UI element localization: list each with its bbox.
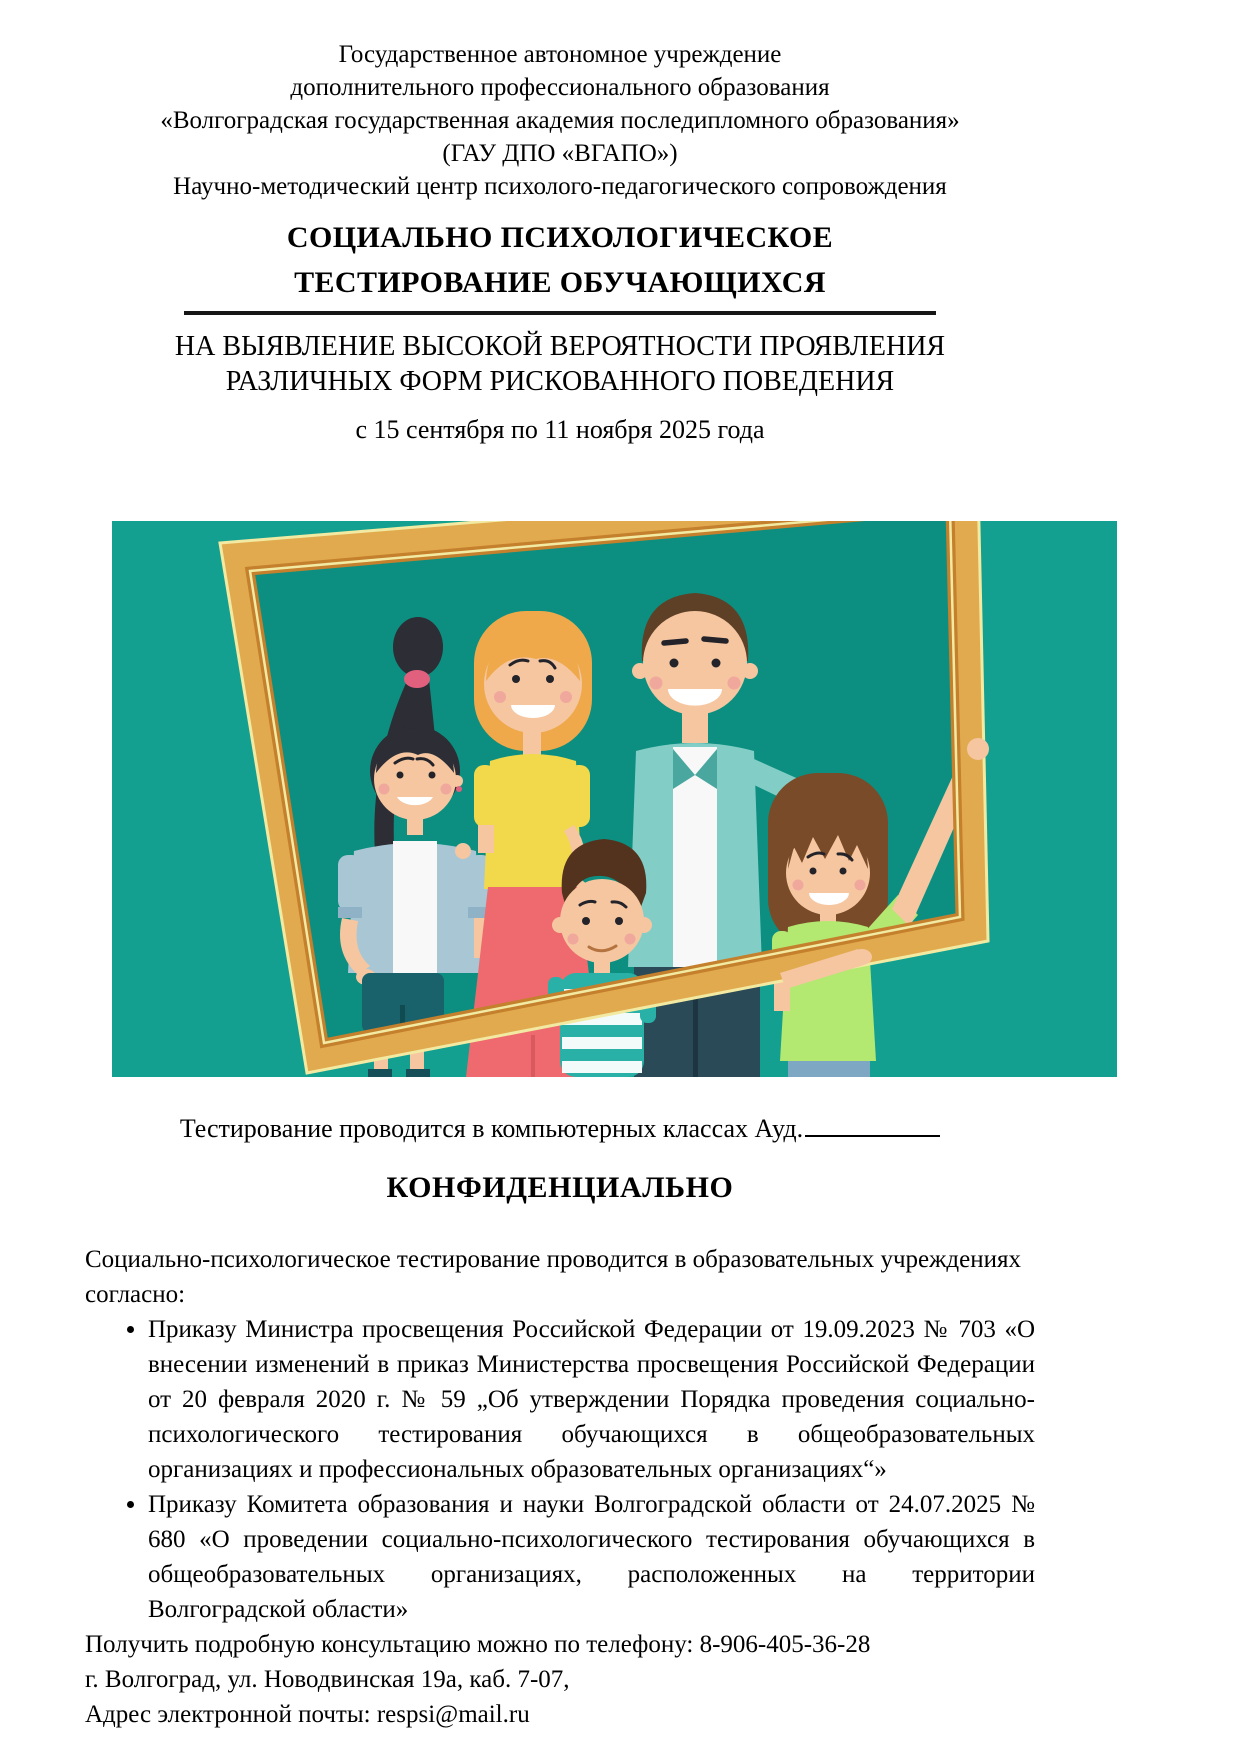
page-title — [85, 215, 1035, 305]
regulations-list — [85, 1312, 1035, 1627]
divider-line — [184, 311, 936, 315]
letterhead-line-4: (ГАУ ДПО «ВГАПО») — [442, 140, 678, 167]
page-title-line-1: СОЦИАЛЬНО ПСИХОЛОГИЧЕСКОЕ — [286, 221, 834, 254]
letterhead-line-3: «Волгоградская государственная академия последипломного образования» — [160, 107, 960, 134]
regulation-item-2: • Приказу Комитета образования и науки Волгоградской области от 24.07.2025 № 680 «О проведении социально-психологического тестирования обучающихся в общеобразовательных организациях, расположенных на территории Волгоградской области» — [148, 1487, 1035, 1627]
family-illustration — [112, 521, 1117, 1077]
testing-location-line — [85, 1111, 1035, 1146]
page-subtitle-line-1: НА ВЫЯВЛЕНИЕ ВЫСОКОЙ ВЕРОЯТНОСТИ ПРОЯВЛЕНИЯ — [174, 331, 946, 362]
intro-sentence: Социально-психологическое тестирование проводится в образовательных учреждениях согласно: — [85, 1246, 1021, 1308]
contact-phone-line: Получить подробную консультацию можно по телефону: 8-906-405-36-28 — [85, 1631, 871, 1658]
page-subtitle-line-2: РАЗЛИЧНЫХ ФОРМ РИСКОВАННОГО ПОВЕДЕНИЯ — [225, 366, 895, 397]
page-subtitle — [85, 329, 1035, 399]
regulation-item-1: • Приказу Министра просвещения Российской Федерации от 19.09.2023 № 703 «О внесении изменений в приказ Министерства просвещения Российской Федерации от 20 февраля 2020 г. № 59 „Об утверждении Порядка проведения социально-психологического тестирования обучающихся в общеобразовательных организациях и профессиональных образовательных организациях“» — [148, 1312, 1035, 1487]
page-title-line-2: ТЕСТИРОВАНИЕ ОБУЧАЮЩИХСЯ — [294, 266, 826, 299]
letterhead-line-1: Государственное автономное учреждение — [338, 41, 782, 68]
contact-email-line: Адрес электронной почты: respsi@mail.ru — [85, 1701, 530, 1728]
testing-period: с 15 сентября по 11 ноября 2025 года — [355, 415, 765, 444]
confidential-label: КОНФИДЕНЦИАЛЬНО — [386, 1171, 734, 1204]
letterhead — [85, 0, 1035, 203]
regulations-section — [85, 1242, 1035, 1627]
aud-blank-field — [805, 1131, 940, 1137]
testing-location-text: Тестирование проводится в компьютерных классах Ауд. — [179, 1114, 804, 1143]
letterhead-line-5: Научно-методический центр психолого-педагогического сопровождения — [173, 173, 947, 200]
contact-address-line: г. Волгоград, ул. Новодвинская 19а, каб. 7-07, — [85, 1666, 570, 1693]
contacts-section — [85, 1627, 1035, 1732]
letterhead-line-2: дополнительного профессионального образования — [290, 74, 830, 101]
